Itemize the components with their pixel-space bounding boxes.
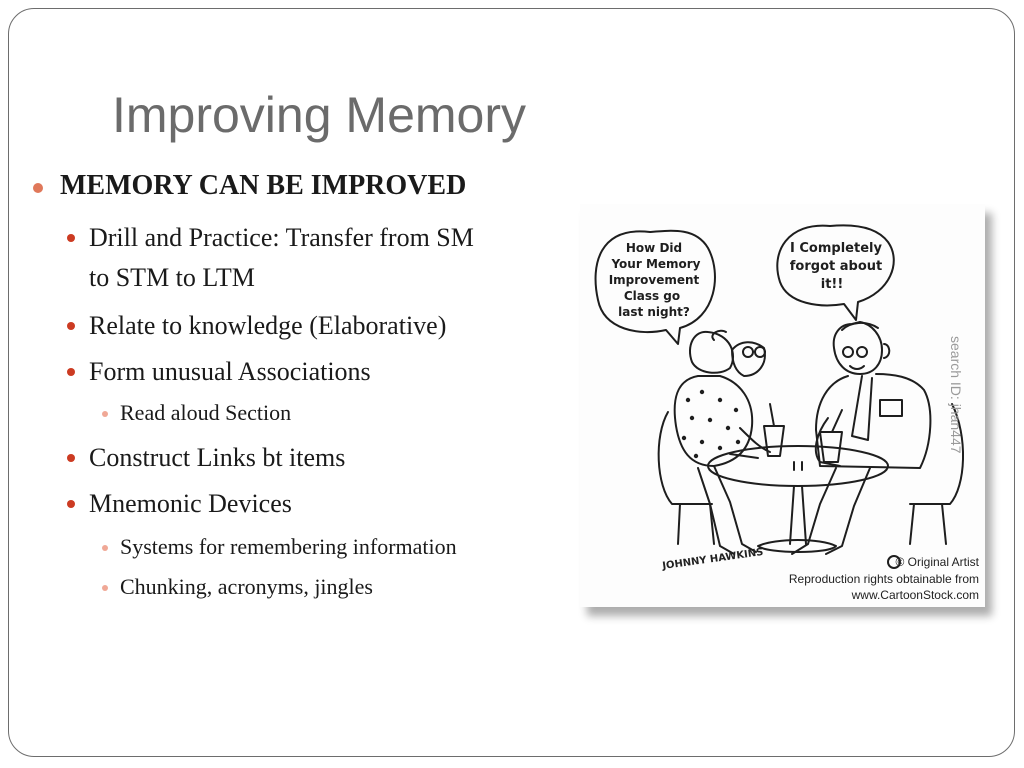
bullet-item-4: Construct Links bt items <box>89 443 346 472</box>
bubble-left-line: last night? <box>618 305 690 319</box>
bullet-item-1-continuation: to STM to LTM <box>89 263 255 292</box>
bubble-left-line: Class go <box>623 289 681 303</box>
bubble-left-line: Your Memory <box>611 257 701 271</box>
bullet-item-5: Mnemonic Devices <box>89 489 292 518</box>
credit-reproduction-rights: Reproduction rights obtainable from <box>788 572 979 586</box>
sub-item-read-aloud: Read aloud Section <box>120 400 292 425</box>
bullet-icon <box>67 234 75 242</box>
bullet-item-3: Form unusual Associations <box>89 357 371 386</box>
cartoon-watermark: search ID: jhan447 <box>948 336 964 454</box>
sub-bullet-icon <box>102 411 108 417</box>
sub-item-chunking: Chunking, acronyms, jingles <box>120 574 373 599</box>
bubble-right-line: it!! <box>820 277 844 292</box>
bubble-right-line: I Completely <box>790 241 882 256</box>
bullet-icon <box>67 368 75 376</box>
bullet-icon <box>33 183 43 193</box>
bullet-item-1: Drill and Practice: Transfer from SM <box>89 223 474 252</box>
main-heading: MEMORY CAN BE IMPROVED <box>60 170 467 201</box>
bullet-icon <box>67 500 75 508</box>
sub-bullet-icon <box>102 585 108 591</box>
sub-bullet-icon <box>102 545 108 551</box>
sub-item-systems: Systems for remembering information <box>120 534 457 559</box>
bubble-right-line: forgot about <box>789 259 883 274</box>
bubble-left-line: How Did <box>625 241 683 255</box>
bullet-item-2: Relate to knowledge (Elaborative) <box>89 311 447 340</box>
credit-original-artist: © Original Artist <box>895 555 979 569</box>
bubble-left-line: Improvement <box>608 273 700 287</box>
cartoon-image <box>580 204 985 607</box>
cartoon-drawing <box>580 204 985 607</box>
slide-title: Improving Memory <box>112 87 526 143</box>
cartoon-signature: JOHNNY HAWKINS <box>661 546 765 573</box>
bullet-icon <box>67 322 75 330</box>
bullet-icon <box>67 454 75 462</box>
credit-cartoonstock-url: www.CartoonStock.com <box>851 588 979 602</box>
